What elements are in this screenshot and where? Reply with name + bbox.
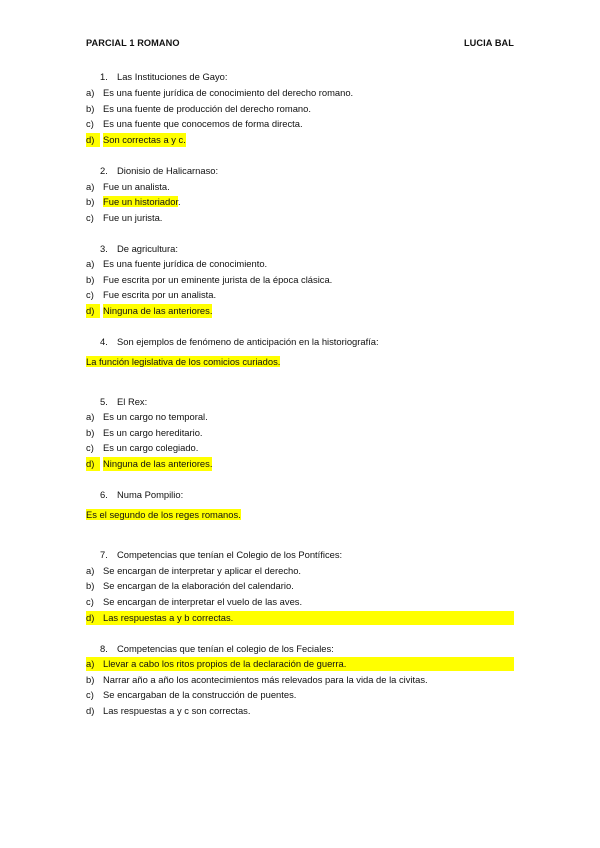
question-number: 1. [100, 71, 108, 82]
question-text: Las Instituciones de Gayo: [117, 71, 228, 82]
option-letter: c) [86, 212, 94, 223]
question-text: Competencias que tenían el colegio de los Feciales: [117, 643, 334, 654]
question-3 [86, 242, 514, 256]
question-text: Son ejemplos de fenómeno de anticipación en la historiografía: [117, 336, 379, 347]
q4-answer [86, 355, 514, 369]
q5-option-d-correct [86, 457, 514, 471]
q1-option-b [86, 102, 514, 116]
option-letter: d) [86, 133, 100, 147]
question-number: 8. [100, 643, 108, 654]
option-text: Narrar año a año los acontecimientos más relevados para la vida de la civitas. [103, 674, 428, 685]
option-letter: a) [86, 411, 95, 422]
option-text: Es un cargo no temporal. [103, 411, 208, 422]
option-text: Fue un analista. [103, 181, 170, 192]
option-letter: d) [86, 705, 95, 716]
q6-answer [86, 508, 514, 522]
option-text: Fue un jurista. [103, 212, 163, 223]
option-letter: d) [86, 612, 95, 623]
question-7 [86, 548, 514, 562]
question-number: 5. [100, 396, 108, 407]
option-text: Son correctas a y c. [103, 134, 186, 145]
option-letter: c) [86, 596, 94, 607]
q5-option-c [86, 441, 514, 455]
q1-option-a [86, 86, 514, 100]
question-text: De agricultura: [117, 243, 178, 254]
question-5 [86, 395, 514, 409]
option-text: Es un cargo colegiado. [103, 442, 199, 453]
option-letter: c) [86, 289, 94, 300]
option-letter: b) [86, 103, 95, 114]
option-text: Es una fuente jurídica de conocimiento. [103, 258, 268, 269]
option-text: Fue escrita por un eminente jurista de la época clásica. [103, 274, 333, 285]
q3-option-b [86, 273, 514, 287]
q8-option-d [86, 704, 514, 718]
document-title: PARCIAL 1 ROMANO [86, 38, 180, 48]
option-letter: b) [86, 196, 95, 207]
question-number: 3. [100, 243, 108, 254]
author-name: LUCIA BAL [463, 38, 514, 48]
q2-option-c [86, 211, 514, 225]
answer-text: La función legislativa de los comicios curiados. [86, 356, 281, 367]
question-2 [86, 164, 514, 178]
question-number: 4. [100, 336, 108, 347]
option-letter: c) [86, 118, 94, 129]
q8-option-b [86, 673, 514, 687]
q1-option-c [86, 117, 514, 131]
q7-option-b [86, 579, 514, 593]
question-text: Competencias que tenían el Colegio de los Pontífices: [117, 549, 343, 560]
option-letter: b) [86, 580, 95, 591]
q3-option-d-correct [86, 304, 514, 318]
q8-option-a-correct [86, 657, 514, 671]
question-1 [86, 70, 514, 84]
option-letter: a) [86, 258, 95, 269]
option-text: Ninguna de las anteriores. [103, 305, 213, 316]
option-letter: c) [86, 689, 94, 700]
question-6 [86, 488, 514, 502]
option-text: Las respuestas a y b correctas. [103, 612, 234, 623]
q5-option-b [86, 426, 514, 440]
q8-option-c [86, 688, 514, 702]
question-number: 6. [100, 489, 108, 500]
option-letter: a) [86, 565, 95, 576]
question-text: Numa Pompilio: [117, 489, 184, 500]
option-letter: a) [86, 658, 95, 669]
question-text: Dionisio de Halicarnaso: [117, 165, 219, 176]
q7-option-a [86, 564, 514, 578]
option-text: Es una fuente de producción del derecho romano. [103, 103, 311, 114]
q3-option-c [86, 288, 514, 302]
q2-option-a [86, 180, 514, 194]
q2-option-b-correct [86, 195, 514, 209]
option-text: Se encargan de interpretar el vuelo de las aves. [103, 596, 303, 607]
option-letter: a) [86, 181, 95, 192]
option-letter: d) [86, 457, 100, 471]
option-text-period: . [178, 196, 181, 207]
option-letter: b) [86, 427, 95, 438]
q7-option-c [86, 595, 514, 609]
question-4 [86, 335, 514, 349]
question-number: 2. [100, 165, 108, 176]
option-text: Es una fuente jurídica de conocimiento del derecho romano. [103, 87, 354, 98]
option-text: Llevar a cabo los ritos propios de la declaración de guerra. [103, 658, 347, 669]
option-text: Fue un historiador [103, 196, 179, 207]
option-letter: a) [86, 87, 95, 98]
q3-option-a [86, 257, 514, 271]
option-text: Las respuestas a y c son correctas. [103, 705, 251, 716]
option-letter: b) [86, 274, 95, 285]
answer-text: Es el segundo de los reges romanos. [86, 509, 241, 520]
option-text: Es una fuente que conocemos de forma directa. [103, 118, 303, 129]
question-text: El Rex: [117, 396, 148, 407]
option-text: Fue escrita por un analista. [103, 289, 217, 300]
q7-option-d-correct [86, 611, 514, 625]
option-text: Se encargaban de la construcción de puentes. [103, 689, 297, 700]
option-text: Se encargan de interpretar y aplicar el derecho. [103, 565, 302, 576]
option-letter: c) [86, 442, 94, 453]
option-text: Es un cargo hereditario. [103, 427, 203, 438]
option-letter: d) [86, 304, 100, 318]
q5-option-a [86, 410, 514, 424]
question-number: 7. [100, 549, 108, 560]
question-8 [86, 642, 514, 656]
option-letter: b) [86, 674, 95, 685]
option-text: Ninguna de las anteriores. [103, 458, 213, 469]
option-text: Se encargan de la elaboración del calendario. [103, 580, 294, 591]
